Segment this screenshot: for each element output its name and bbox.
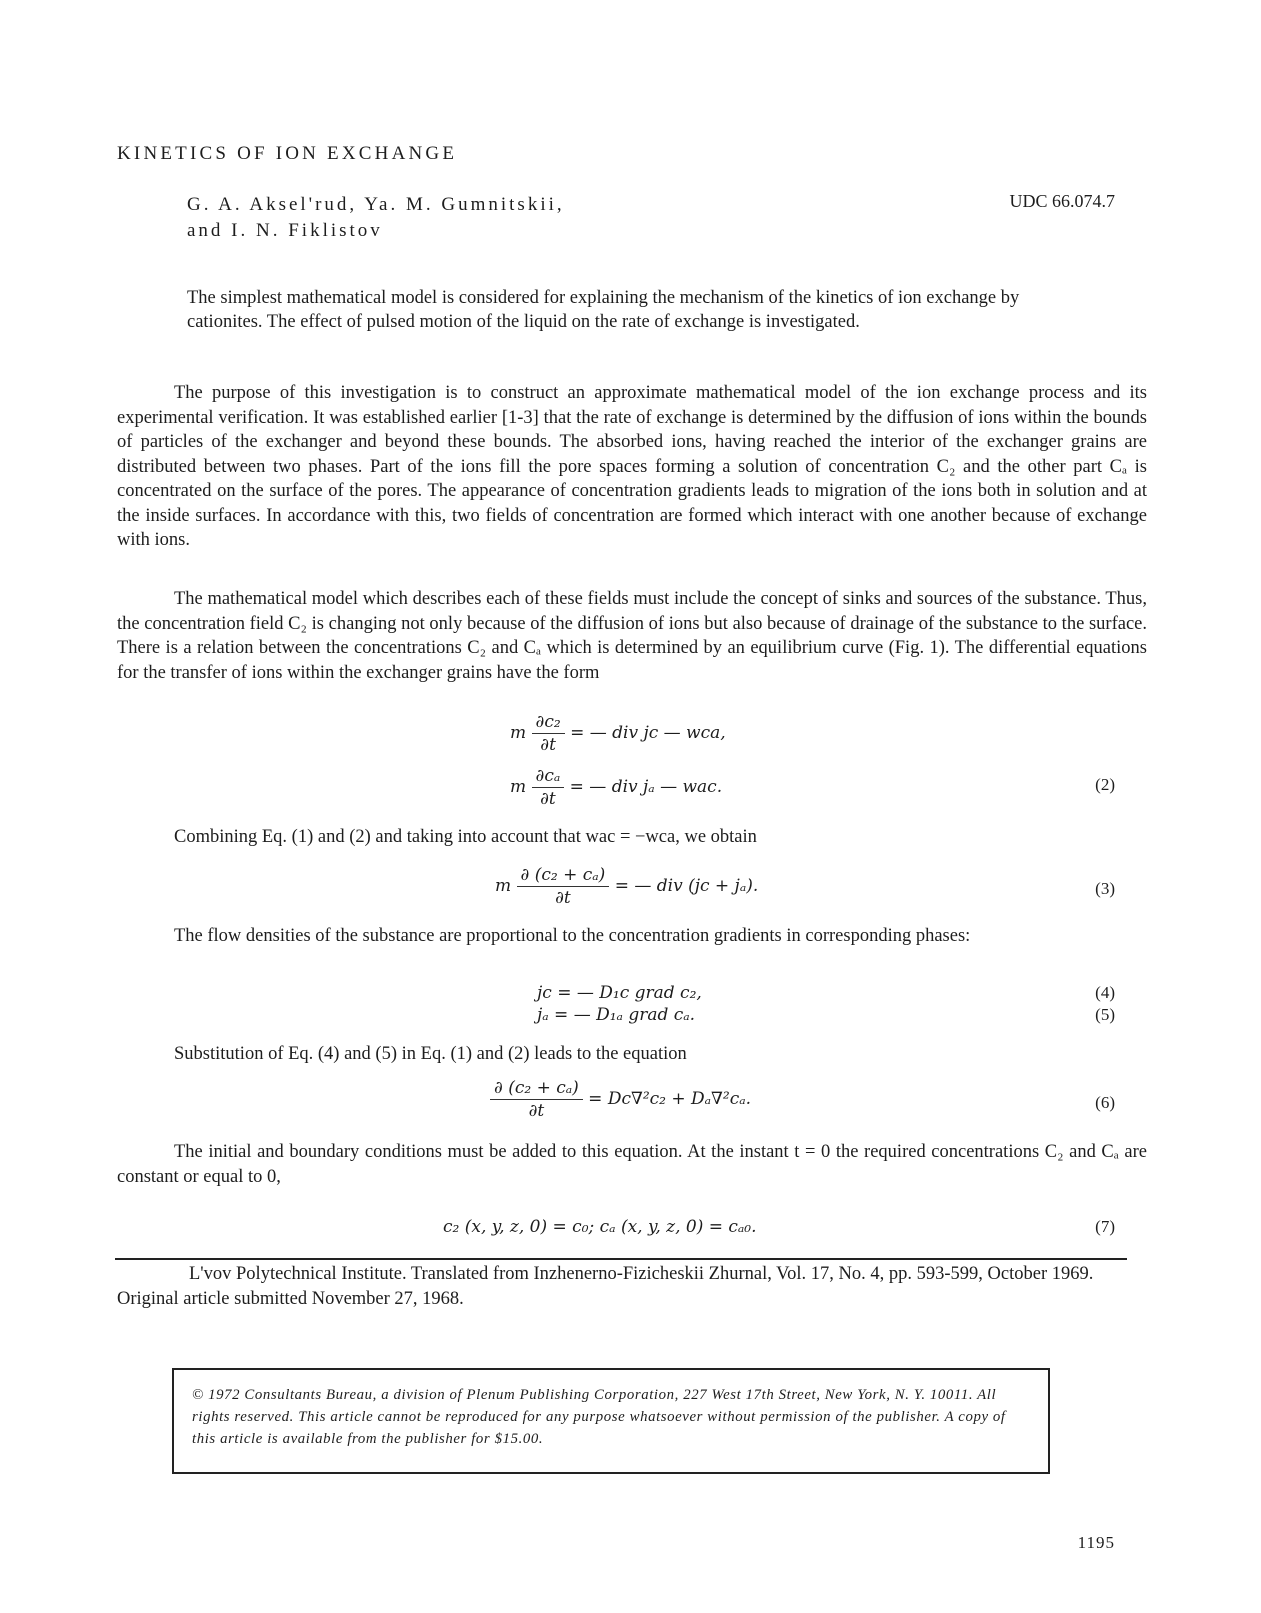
eq-fraction: [532, 712, 565, 755]
equation-7: c₂ (x, y, z, 0) = c₀; cₐ (x, y, z, 0) = cₐ₀.: [443, 1217, 757, 1237]
equation-number-2: (2): [1095, 775, 1115, 794]
equation-6: [490, 1078, 751, 1121]
eq-denominator: ∂t: [555, 888, 571, 908]
eq-denominator: ∂t: [540, 789, 556, 809]
equation-number-4: (4): [1095, 983, 1115, 1002]
affiliation-note: [117, 1262, 1127, 1311]
paragraph-text: The mathematical model which describes each of these fields must include the concept of sinks and sources of the substance. Thus, the concentration field C₂ is changing not only because of the diffusion of ions but also because of drainage of the substance to the surface. There is a relation between the concentrations C₂ and Cₐ which is determined by an equilibrium curve (Fig. 1). The differential equations for the transfer of ions within the exchanger grains have the form: [117, 589, 1147, 683]
eq-fraction: [532, 766, 565, 809]
abstract: The simplest mathematical model is considered for explaining the mechanism of the kinetics of ion exchange by cationites. The effect of pulsed motion of the liquid on the rate of exchange is investigated.: [187, 288, 1020, 332]
copyright-box: [172, 1368, 1050, 1474]
equation-number-5: (5): [1095, 1005, 1115, 1024]
eq-numerator: ∂c₂: [532, 712, 565, 734]
equation-number-3: (3): [1095, 879, 1115, 898]
author-list: [187, 192, 565, 244]
authors-line-2: and I. N. Fiklistov: [187, 220, 383, 241]
equation-3: [495, 865, 758, 908]
eq-coefficient: m: [510, 723, 527, 743]
equation-5: jₐ = — D₁ₐ grad cₐ.: [537, 1005, 696, 1025]
eq-coefficient: m: [495, 876, 512, 896]
eq-numerator: ∂ (c₂ + cₐ): [490, 1078, 583, 1100]
equation-2b: [510, 766, 722, 809]
paragraph-text: The initial and boundary conditions must be added to this equation. At the instant t = 0 the required concentrations C₂ and Cₐ are constant or equal to 0,: [117, 1142, 1147, 1187]
paragraph-text: The flow densities of the substance are proportional to the concentration gradients in corresponding phases:: [174, 926, 971, 946]
equation-number-6: (6): [1095, 1093, 1115, 1112]
equation-2a: [510, 712, 726, 755]
footnote-rule: [115, 1258, 1127, 1260]
authors-line-1: G. A. Aksel'rud, Ya. M. Gumnitskii,: [187, 194, 565, 215]
equation-number-7: (7): [1095, 1217, 1115, 1236]
equation-4: jc = — D₁c grad c₂,: [537, 983, 702, 1003]
eq-numerator: ∂ (c₂ + cₐ): [517, 865, 610, 887]
eq-denominator: ∂t: [528, 1101, 545, 1121]
body-paragraph-6: [117, 1140, 1147, 1189]
eq-numerator: ∂cₐ: [532, 766, 565, 788]
body-paragraph-3: Combining Eq. (1) and (2) and taking into account that wac = −wca, we obtain: [174, 827, 757, 847]
page-number: 1195: [1077, 1533, 1115, 1552]
eq-coefficient: m: [510, 777, 527, 797]
eq-denominator: ∂t: [540, 735, 556, 755]
eq-rhs: = — div jc — wca,: [570, 723, 726, 743]
eq-rhs: = — div jₐ — wac.: [569, 777, 723, 797]
eq-fraction: [517, 865, 610, 908]
eq-fraction: [490, 1078, 583, 1121]
body-paragraph-2: [117, 587, 1147, 685]
body-paragraph-4: [117, 924, 1147, 949]
body-paragraph-5: Substitution of Eq. (4) and (5) in Eq. (1) and (2) leads to the equation: [174, 1044, 687, 1064]
udc-code: UDC 66.074.7: [1009, 191, 1115, 211]
eq-rhs: = — div (jc + jₐ).: [614, 876, 759, 896]
article-title: KINETICS OF ION EXCHANGE: [117, 143, 458, 164]
affiliation-text: L'vov Polytechnical Institute. Translated from Inzhenerno-Fizicheskii Zhurnal, Vol. 17, No. 4, pp. 593-599, October 1969. Original article submitted November 27, 1968.: [117, 1264, 1094, 1309]
eq-rhs: = Dc∇²c₂ + Dₐ∇²cₐ.: [588, 1089, 752, 1109]
body-paragraph-1: [117, 381, 1147, 553]
copyright-text: © 1972 Consultants Bureau, a division of Plenum Publishing Corporation, 227 West 17th Street, New York, N. Y. 10011. All rights reserved. This article cannot be reproduced for any purpose whatsoever without permission of the publisher. A copy of this article is available from the publisher for $15.00.: [192, 1387, 1006, 1447]
paragraph-text: The purpose of this investigation is to construct an approximate mathematical model of the ion exchange process and its experimental verification. It was established earlier [1-3] that the rate of exchange is determined by the diffusion of ions within the bounds of particles of the exchanger and beyond these bounds. The absorbed ions, having reached the interior of the exchanger grains are distributed between two phases. Part of the ions fill the pore spaces forming a solution of concentration C₂ and the other part Cₐ is concentrated on the surface of the pores. The appearance of concentration gradients leads to migration of the ions both in solution and at the inside surfaces. In accordance with this, two fields of concentration are formed which interact with one another because of exchange with ions.: [117, 383, 1147, 550]
